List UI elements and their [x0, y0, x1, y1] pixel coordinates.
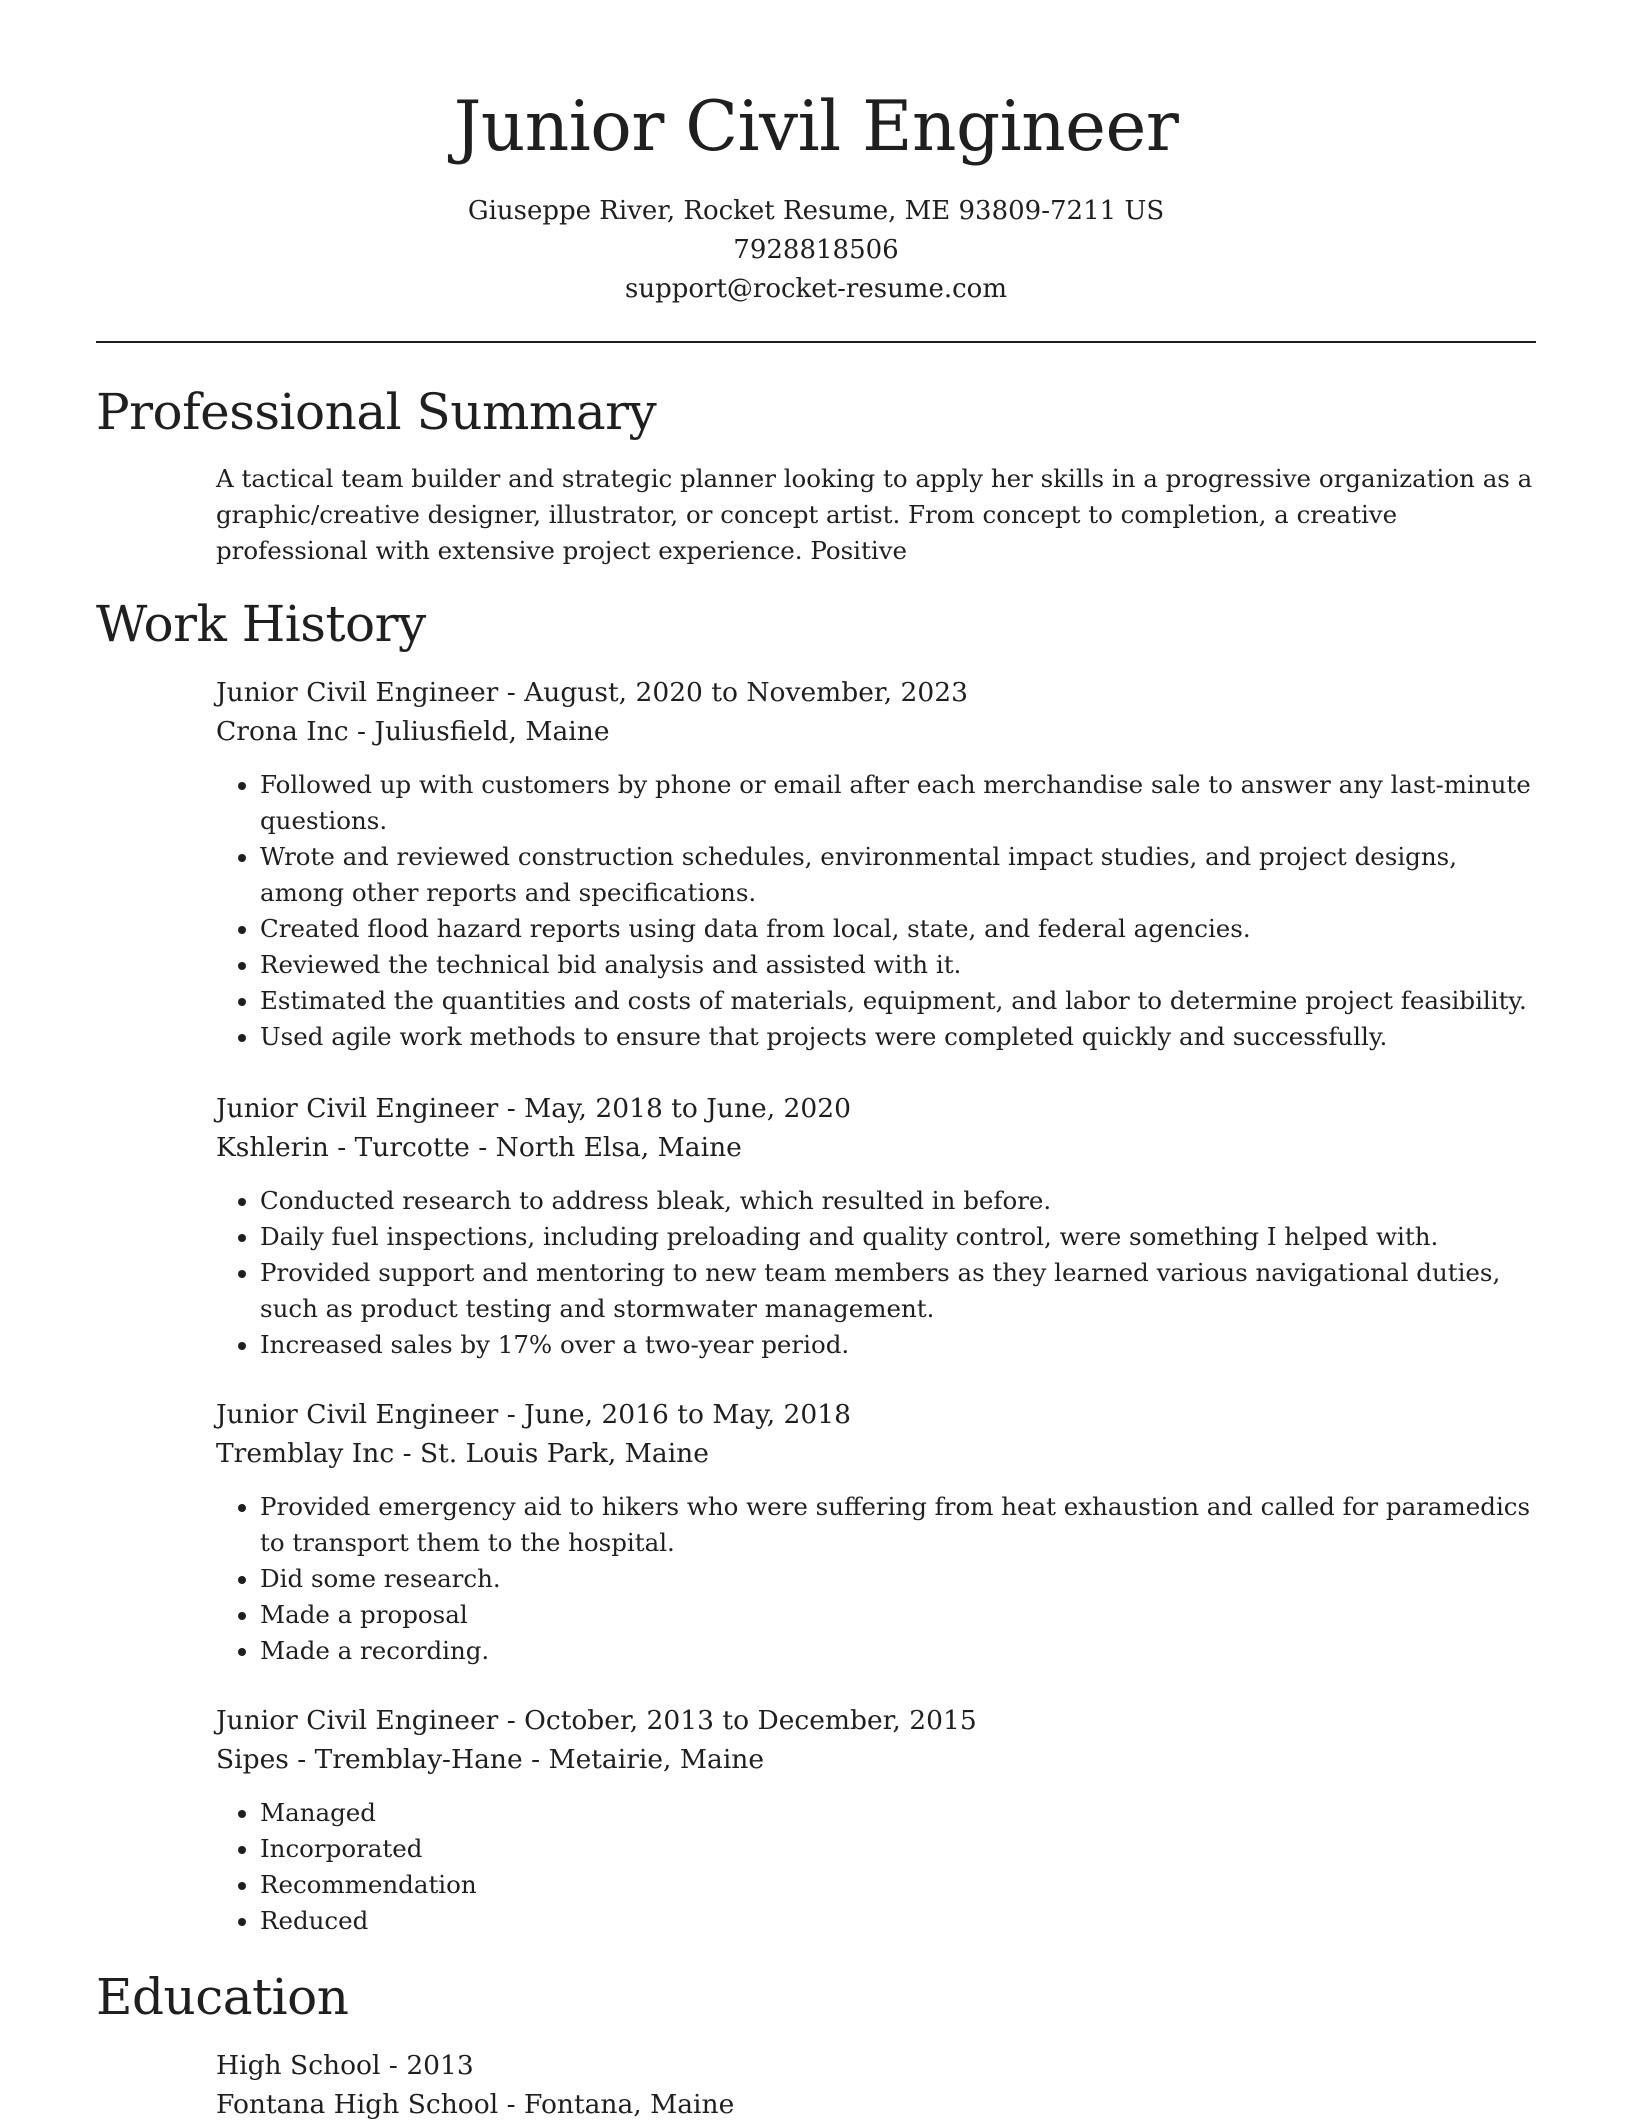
job-bullets: [216, 1795, 1536, 1939]
job-bullets: [216, 1489, 1536, 1669]
job-title-line: Junior Civil Engineer - May, 2018 to June, 2020: [216, 1093, 851, 1124]
list-item: • Followed up with customers by phone or email after each merchandise sale to answer any last-minute questions.: [260, 767, 1536, 839]
job-location: Metairie, Maine: [548, 1744, 765, 1775]
education-year: 2013: [406, 2050, 474, 2081]
job-title: Junior Civil Engineer: [216, 1399, 499, 1430]
list-item: • Made a recording.: [260, 1633, 1536, 1669]
contact-block: [0, 192, 1632, 309]
job-title: Junior Civil Engineer: [216, 677, 499, 708]
resume-header: [0, 84, 1632, 309]
list-item: • Did some research.: [260, 1561, 1536, 1597]
job-title: Junior Civil Engineer: [216, 1093, 499, 1124]
contact-phone: 7928818506: [733, 235, 899, 265]
list-item: • Estimated the quantities and costs of materials, equipment, and labor to determine project feasibility.: [260, 983, 1536, 1019]
education-degree: High School: [216, 2050, 381, 2081]
education-school-line: Fontana High School - Fontana, Maine: [216, 2089, 735, 2120]
job-dates: August, 2020 to November, 2023: [524, 677, 968, 708]
summary-section: [216, 461, 1536, 569]
job-entry: [216, 1089, 1536, 1363]
list-item: • Made a proposal: [260, 1597, 1536, 1633]
job-title-line: Junior Civil Engineer - October, 2013 to December, 2015: [216, 1705, 977, 1736]
job-company-line: Sipes - Tremblay-Hane - Metairie, Maine: [216, 1744, 765, 1775]
list-item: • Wrote and reviewed construction schedules, environmental impact studies, and project designs, among other reports and specifications.: [260, 839, 1536, 911]
list-item: • Conducted research to address bleak, which resulted in before.: [260, 1183, 1536, 1219]
work-history-heading: Work History: [96, 595, 426, 653]
education-school: Fontana High School: [216, 2089, 499, 2120]
job-location: Juliusfield, Maine: [374, 716, 610, 747]
list-item: • Incorporated: [260, 1831, 1536, 1867]
candidate-name: Junior Civil Engineer: [453, 87, 1179, 167]
job-company: Kshlerin - Turcotte: [216, 1132, 470, 1163]
job-title-line: Junior Civil Engineer - June, 2016 to May, 2018: [216, 1399, 851, 1430]
job-company: Tremblay Inc: [216, 1438, 395, 1469]
header-divider: [96, 341, 1536, 343]
list-item: • Reviewed the technical bid analysis and assisted with it.: [260, 947, 1536, 983]
education-location: Fontana, Maine: [524, 2089, 735, 2120]
list-item: • Increased sales by 17% over a two-year period.: [260, 1327, 1536, 1363]
list-item: • Provided support and mentoring to new team members as they learned various navigational duties, such as product testing and stormwater management.: [260, 1255, 1536, 1327]
job-company: Sipes - Tremblay-Hane: [216, 1744, 523, 1775]
list-item: • Recommendation: [260, 1867, 1536, 1903]
job-company: Crona Inc: [216, 716, 349, 747]
education-entry: [216, 2046, 1536, 2124]
job-bullets: [216, 1183, 1536, 1363]
job-bullets: [216, 767, 1536, 1055]
list-item: • Daily fuel inspections, including preloading and quality control, were something I helped with.: [260, 1219, 1536, 1255]
list-item: • Provided emergency aid to hikers who were suffering from heat exhaustion and called for paramedics to transport them to the hospital.: [260, 1489, 1536, 1561]
summary-heading: Professional Summary: [96, 383, 657, 441]
job-title: Junior Civil Engineer: [216, 1705, 499, 1736]
job-location: St. Louis Park, Maine: [419, 1438, 709, 1469]
contact-email: support@rocket-resume.com: [624, 274, 1007, 304]
job-location: North Elsa, Maine: [495, 1132, 742, 1163]
job-title-line: Junior Civil Engineer - August, 2020 to November, 2023: [216, 677, 968, 708]
list-item: • Managed: [260, 1795, 1536, 1831]
job-company-line: Crona Inc - Juliusfield, Maine: [216, 716, 610, 747]
job-company-line: Tremblay Inc - St. Louis Park, Maine: [216, 1438, 709, 1469]
list-item: • Reduced: [260, 1903, 1536, 1939]
job-entry: [216, 1701, 1536, 1939]
list-item: • Created flood hazard reports using data from local, state, and federal agencies.: [260, 911, 1536, 947]
job-company-line: Kshlerin - Turcotte - North Elsa, Maine: [216, 1132, 742, 1163]
job-dates: October, 2013 to December, 2015: [524, 1705, 977, 1736]
education-heading: Education: [96, 1968, 349, 2026]
job-dates: May, 2018 to June, 2020: [524, 1093, 851, 1124]
list-item: • Used agile work methods to ensure that projects were completed quickly and successfully.: [260, 1019, 1536, 1055]
job-entry: [216, 673, 1536, 1055]
education-degree-line: High School - 2013: [216, 2050, 474, 2081]
job-dates: June, 2016 to May, 2018: [524, 1399, 851, 1430]
job-entry: [216, 1395, 1536, 1669]
summary-text: A tactical team builder and strategic planner looking to apply her skills in a progressive organization as a graphic/creative designer, illustrator, or concept artist. From concept to completion, a creative professional with extensive project experience. Positive: [216, 464, 1533, 565]
contact-address: Giuseppe River, Rocket Resume, ME 93809-7211 US: [467, 196, 1165, 226]
